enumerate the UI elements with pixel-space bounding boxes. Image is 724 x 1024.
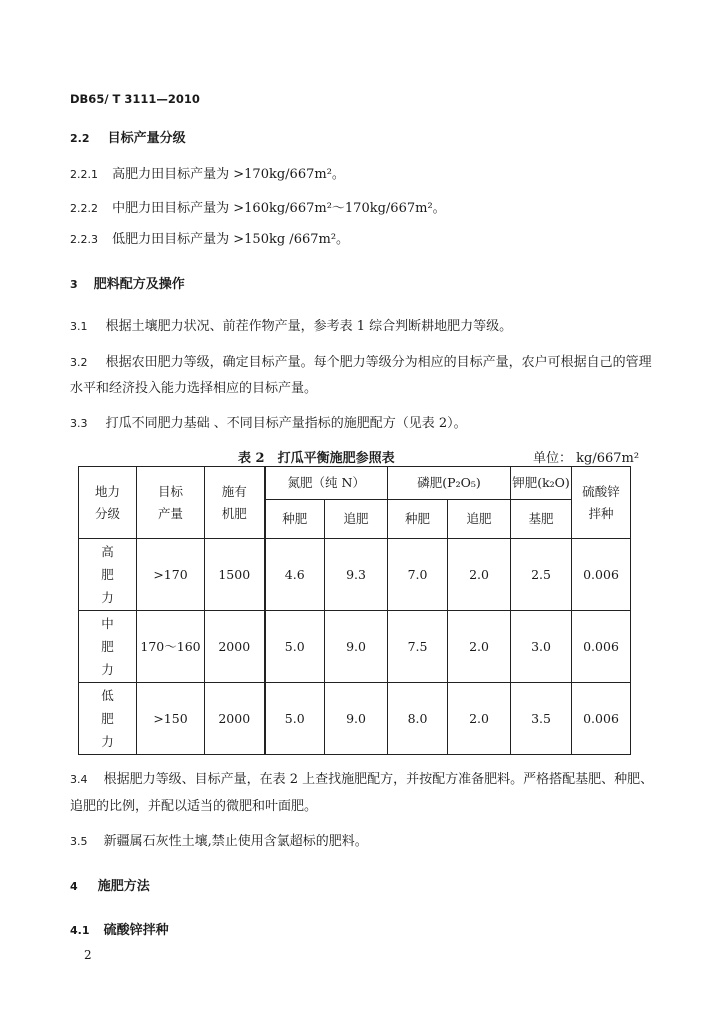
cell-target: >170 <box>137 539 205 611</box>
section-3-heading <box>70 273 185 292</box>
clause-3-4-continuation: 追肥的比例，并配以适当的微肥和叶面肥。 <box>70 799 318 814</box>
cell-p-top: 2.0 <box>448 683 511 755</box>
doc-id: DB65/ T 3111—2010 <box>70 92 200 106</box>
cell-n-top: 9.0 <box>325 683 388 755</box>
section-title: 肥料配方及操作 <box>93 277 185 292</box>
cell-p-top: 2.0 <box>448 611 511 683</box>
section-4-1-heading <box>70 919 169 938</box>
header-text: 目标 <box>157 483 183 499</box>
header-text: 分级 <box>94 505 120 521</box>
clause-2-2-3 <box>70 228 349 247</box>
section-title: 硫酸锌拌种 <box>103 923 169 938</box>
clause-3-2-continuation: 水平和经济投入能力选择相应的目标产量。 <box>70 381 318 396</box>
clause-2-2-2 <box>70 197 446 216</box>
clause-number: 2.2.3 <box>70 233 98 246</box>
header-zinc <box>572 467 631 539</box>
header-text: 硫酸锌 <box>582 483 620 499</box>
section-number: 3 <box>70 278 78 291</box>
level-char: 中 <box>101 616 114 631</box>
cell-n-top: 9.3 <box>325 539 388 611</box>
cell-p-top: 2.0 <box>448 539 511 611</box>
level-char: 高 <box>101 544 114 559</box>
cell-manure: 1500 <box>205 539 265 611</box>
header-manure <box>205 467 265 539</box>
header-fertility <box>79 467 137 539</box>
cell-zinc: 0.006 <box>572 683 631 755</box>
cell-target: >150 <box>137 683 205 755</box>
table-unit: 单位： kg/667m² <box>533 451 640 466</box>
header-text: 拌种 <box>588 505 614 521</box>
table-row <box>79 539 631 611</box>
subheader-k-base: 基肥 <box>511 500 572 539</box>
clause-3-2 <box>70 351 652 370</box>
cell-k-base: 2.5 <box>511 539 572 611</box>
clause-2-2-1 <box>70 163 345 182</box>
cell-k-base: 3.5 <box>511 683 572 755</box>
clause-number: 2.2.1 <box>70 168 98 181</box>
section-number: 2.2 <box>70 132 90 145</box>
table-caption: 表 2 打瓜平衡施肥参照表 <box>238 451 395 466</box>
page-number: 2 <box>84 948 92 962</box>
cell-n-seed: 5.0 <box>265 683 325 755</box>
subheader-p-seed: 种肥 <box>388 500 448 539</box>
cell-p-seed: 7.5 <box>388 611 448 683</box>
cell-p-seed: 7.0 <box>388 539 448 611</box>
cell-n-seed: 4.6 <box>265 539 325 611</box>
section-title: 目标产量分级 <box>107 131 186 146</box>
cell-zinc: 0.006 <box>572 611 631 683</box>
cell-level <box>79 611 137 683</box>
cell-level <box>79 683 137 755</box>
cell-level <box>79 539 137 611</box>
clause-text: 新疆属石灰性土壤,禁止使用含氯超标的肥料。 <box>103 834 368 849</box>
cell-manure: 2000 <box>205 683 265 755</box>
table-header-row <box>79 467 631 500</box>
header-phosphorus: 磷肥(P₂O₅) <box>388 467 511 500</box>
level-char: 肥 <box>101 567 114 582</box>
header-text: 机肥 <box>221 505 247 521</box>
clause-3-4 <box>70 768 653 787</box>
section-number: 4.1 <box>70 924 90 937</box>
clause-text-line1: 根据肥力等级、目标产量，在表 2 上查找施肥配方，并按配方准备肥料。严格搭配基肥、种肥、 <box>103 772 654 787</box>
subheader-n-top: 追肥 <box>325 500 388 539</box>
clause-text: 中肥力田目标产量为 >160kg/667m²～170kg/667m²。 <box>112 201 446 216</box>
level-char: 力 <box>101 662 114 677</box>
clause-text: 高肥力田目标产量为 >170kg/667m²。 <box>112 167 345 182</box>
section-title: 施肥方法 <box>97 879 150 894</box>
header-text: 施有 <box>221 483 247 499</box>
cell-manure: 2000 <box>205 611 265 683</box>
clause-number: 3.1 <box>70 320 88 333</box>
clause-3-5 <box>70 830 368 849</box>
header-target <box>137 467 205 539</box>
cell-zinc: 0.006 <box>572 539 631 611</box>
section-number: 4 <box>70 880 78 893</box>
table-row <box>79 683 631 755</box>
header-text: 产量 <box>157 505 183 521</box>
clause-3-1 <box>70 315 512 334</box>
header-nitrogen: 氮肥（纯 N） <box>265 467 388 500</box>
level-char: 力 <box>101 590 114 605</box>
clause-text-line1: 根据农田肥力等级，确定目标产量。每个肥力等级分为相应的目标产量，农户可根据自己的管理 <box>105 355 652 370</box>
clause-number: 3.3 <box>70 417 88 430</box>
header-potassium: 钾肥(k₂O) <box>511 467 572 500</box>
clause-number: 3.5 <box>70 835 88 848</box>
header-text: 地力 <box>94 483 120 499</box>
level-char: 肥 <box>101 639 114 654</box>
cell-k-base: 3.0 <box>511 611 572 683</box>
cell-n-seed: 5.0 <box>265 611 325 683</box>
fertilization-reference-table <box>78 466 631 755</box>
level-char: 低 <box>101 688 114 703</box>
clause-number: 2.2.2 <box>70 202 98 215</box>
section-2-2-heading <box>70 127 186 146</box>
section-4-heading <box>70 875 150 894</box>
cell-p-seed: 8.0 <box>388 683 448 755</box>
subheader-p-top: 追肥 <box>448 500 511 539</box>
clause-number: 3.4 <box>70 773 88 786</box>
level-char: 肥 <box>101 711 114 726</box>
level-char: 力 <box>101 734 114 749</box>
clause-text: 低肥力田目标产量为 >150kg /667m²。 <box>112 232 350 247</box>
clause-3-3 <box>70 412 467 431</box>
clause-number: 3.2 <box>70 356 88 369</box>
cell-target: 170～160 <box>137 611 205 683</box>
clause-text: 根据土壤肥力状况、前茬作物产量，参考表 1 综合判断耕地肥力等级。 <box>105 319 513 334</box>
clause-text: 打瓜不同肥力基础 、不同目标产量指标的施肥配方（见表 2）。 <box>105 416 467 431</box>
subheader-n-seed: 种肥 <box>265 500 325 539</box>
table-row <box>79 611 631 683</box>
cell-n-top: 9.0 <box>325 611 388 683</box>
